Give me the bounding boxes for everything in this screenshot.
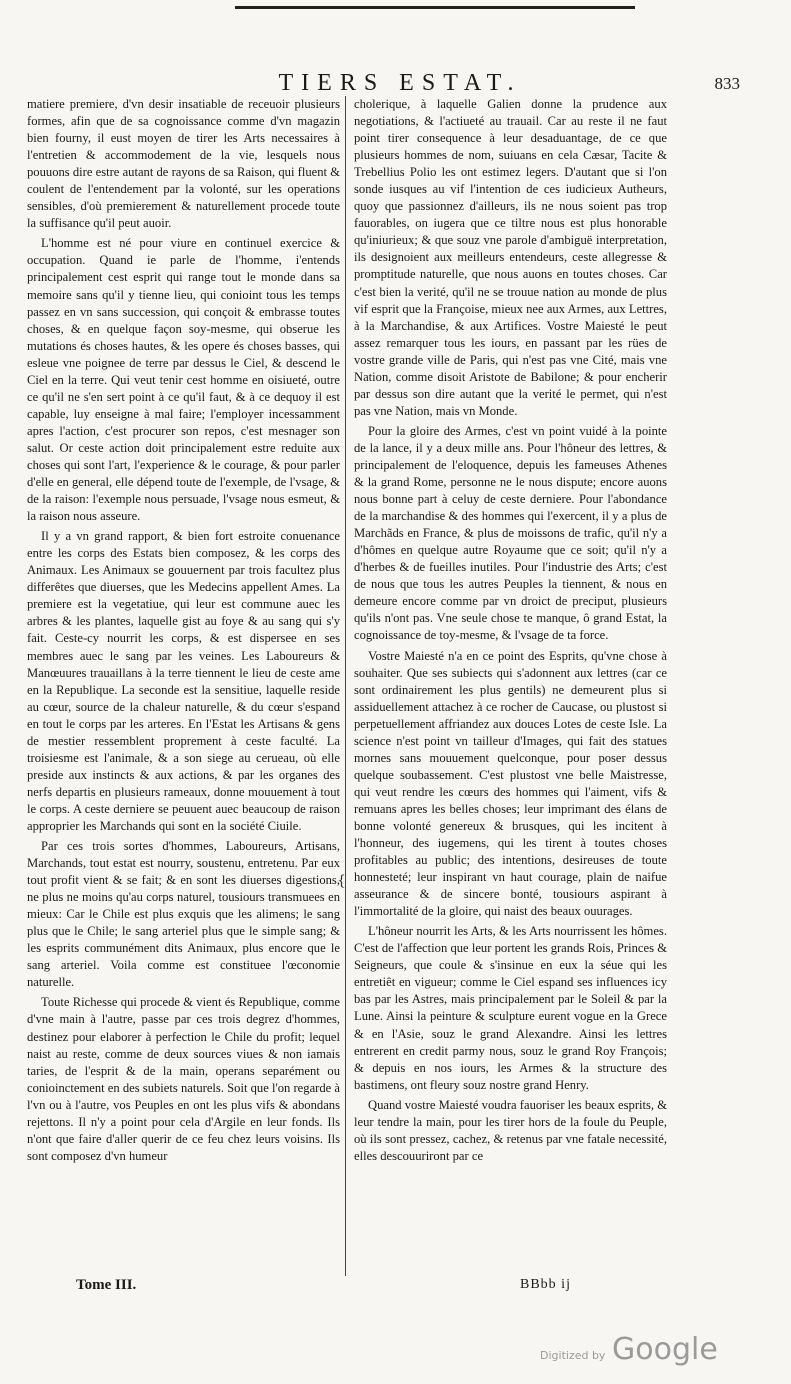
google-logo: Google bbox=[612, 1332, 718, 1367]
page-number: 833 bbox=[714, 74, 740, 93]
top-ornament-rule bbox=[235, 6, 635, 9]
right-paragraph-4: L'hôneur nourrit les Arts, & les Arts nourrissent les hômes. C'est de l'affection que leur portent les grands Rois, Princes & Seigneurs, que coule & s'insinue en eux la séue qui les entretiêt en vigueur; comme le Ciel espand ses influences icy bas par les Astres, mais principalement par le Soleil & par la Lune. Ainsi la peinture & sculpture eurent vogue en la Grece & en l'Asie, souz le grand Alexandre. Ainsi les lettres entrerent en credit parmy nous, souz le grand Roy François; & depuis en nos iours, les Armes & la structure des bastimens, ont fleury souz nostre grand Henry. bbox=[354, 924, 667, 1092]
running-title: TIERS ESTAT. bbox=[278, 70, 522, 96]
volume-label: Tome III. bbox=[76, 1277, 137, 1293]
right-paragraph-5: Quand vostre Maiesté voudra fauoriser les beaux esprits, & leur tendre la main, pour les tirer hors de la foule du Peuple, où ils sont pressez, cachez, & retenus par vne fatale necessité, elles descouuriront par ce bbox=[354, 1097, 668, 1163]
left-paragraph-4: Par ces trois sortes d'hommes, Laboureurs, Artisans, Marchands, tout estat est nourry, soustenu, entretenu. Par eux tout profit vient & se fait; & en sont les diuerses digestions, ne plus ne moins qu'au corps naturel, tousiours transmuees en mieux: Car le Chile est plus exquis que les alimens; le sang plus que le Chile; le sang arteriel plus que le simple sang; & les esprits communément dits Animaux, plus encore que le sang arteriel. Voila comme est constituee l'œconomie naturelle. bbox=[27, 839, 340, 990]
right-column bbox=[354, 96, 667, 1168]
signature-mark: BBbb ij bbox=[520, 1277, 571, 1292]
margin-bracket-mark: { bbox=[337, 873, 346, 889]
right-paragraph-1: cholerique, à laquelle Galien donne la prudence aux negotiations, & l'actiueté au trauail. Car au reste il ne faut point tirer consequence à leur desaduantage, de ce que plusieurs hommes de nom, suiuans en cela Cæsar, Tacite & Trebellius Polio les ont estimez legers. D'autant que si l'on sonde iusques au vif l'intention de ces iudicieux Autheurs, quoy que passionnez d'ailleurs, ils ne nous soient pas trop fauorables, on iugera que ce tiltre nous est plus honorable qu'iniurieux; & que souz vne parole d'ambiguë interpretation, ils designoient aux meilleurs entendeurs, ceste allegresse & promptitude naturelle, que nous auons en toutes choses. Car c'est bien la verité, qu'il ne se trouue nation au monde de plus vif esprit que la Françoise, mieux nee aux Armes, aux Lettres, à la Marchandise, & aux Artifices. Vostre Maiesté le peut assez remarquer tous les iours, en passant par les rües de vostre grande ville de Paris, qui n'est pas vne Cité, mais vne Nation, comme disoit Aristote de Babilone; & pour encherir par dessus son dire autant que la verité le permet, qui n'est pas vne Nation, mais vn Monde. bbox=[354, 97, 667, 418]
left-column bbox=[27, 96, 340, 1168]
left-paragraph-1: matiere premiere, d'vn desir insatiable de receuoir plusieurs formes, afin que de sa cognoissance comme d'vn magazin bien fourny, il eust moyen de tirer les Arts necessaires à l'entretien & accommodement de la vie, lesquels nous pouuons dire estre autant de rayons de sa Raison, qui fluent & coulent de l'entendement par la volonté, sur les operations sensibles, d'où premierement & naturellement procede toute la suffisance qu'il peut auoir. bbox=[27, 97, 340, 231]
left-paragraph-2: L'homme est né pour viure en continuel exercice & occupation. Quand ie parle de l'homme, i'entends principalement cest esprit qui range tout le monde dans sa memoire sans qu'il y tienne lieu, qui conioint tous les temps passez en vn sans succession, qui conçoit & embrasse toutes choses, & en quelque façon soy-mesme, qui obserue les mutations és choses hautes, & les opere és choses basses, qui esleue vne poignee de terre par dessus le Ciel, & descend le Ciel en la terre. Qui veut tenir cest homme en oisiueté, outre ce qu'il ne s'en sert point à ce qu'il faut, & à ce dequoy il est capable, luy enseigne à mal faire; l'employer incessamment apres l'action, c'est procurer son repos, c'est mesnager son salut. Or ceste action doit principalement estre reduite aux choses qui sont l'art, l'experience & le courage, & pour parler d'elle en general, elle dépend toute de l'exemple, de l'vsage, & de la raison: l'exemple nous persuade, l'vsage nous esmeut, & la raison nous asseure. bbox=[27, 236, 340, 524]
watermark-prefix: Digitized by bbox=[540, 1349, 606, 1362]
right-paragraph-2: Pour la gloire des Armes, c'est vn point vuidé à la pointe de la lance, il y a deux mille ans. Pour l'hôneur des lettres, & principalement de l'eloquence, depuis les fameuses Athenes & la grand Rome, personne ne le nous dispute; encore auons nous bonne part à celuy de ceste derniere. Pour l'abondance de la marchandise & des hommes qui l'exercent, il y a plus de Marchãds en France, & plus de moissons de trafic, qu'il n'y a d'hômes en quelque autre Royaume que ce soit; qu'il n'y a d'herbes & de fueilles inutiles. Pour l'industrie des Arts; c'est de nous que tous les autres Peuples la tiennent, & nous en demeure encore comme par vn droict de preciput, plusieurs qu'ils n'ont pas. Vne seule chose te manque, ô grand Estat, la cognoissance de toy-mesme, & l'vsage de ta force. bbox=[354, 423, 667, 643]
column-divider bbox=[345, 96, 346, 1276]
digitized-watermark bbox=[540, 1332, 770, 1372]
left-paragraph-3: Il y a vn grand rapport, & bien fort estroite conuenance entre les corps des Estats bien composez, & les corps des Animaux. Les Animaux se gouuernent par trois facultez plus differêtes que diuerses, que les Medecins appellent Ames. La premiere est la vegetatiue, qui leur est commune auec les arbres & les plantes, laquelle gist au foye & au sang qui s'y fait. Ceste-cy nourrit les corps, & est dispersee en ses membres auec le sang par les veines. Les Laboureurs & Manœuures trauaillans à la terre tiennent le lieu de ceste ame en la Republique. La seconde est la sensitiue, laquelle reside au cœur, source de la chaleur naturelle, & du cœur s'espand en tout le corps par les arteres. En l'Estat les Artisans & gens de mestier ressemblent proprement à ceste faculté. La troisiesme est l'animale, & a son siege au cerueau, où elle preside aux instincts & aux actions, & par les organes des nerfs departis en plusieurs rameaux, donne mouuement à tout le corps. A ceste derniere se peuuent auec beaucoup de raison approprier les Marchands qui sont en la société Ciuile. bbox=[27, 529, 340, 833]
left-paragraph-5: Toute Richesse qui procede & vient és Republique, comme d'vne main à l'autre, passe par ces trois degrez d'hommes, destinez pour elaborer à perfection le Chile du profit; lequel naist au reste, comme de deux sources viues & non iamais taries, de l'esprit & de la main, operans separément ou conioinctement en des subiets naturels. Soit que l'on regarde à l'vn ou à l'autre, vos Peuples en ont les plus vifs & abondans rejettons. Il n'y a point pour cela d'Argile en leur fonds. Ils n'ont que faire d'aller querir de ce feu chez leurs voisins. Ils sont composez d'vn humeur bbox=[27, 995, 340, 1163]
right-paragraph-3: Vostre Maiesté n'a en ce point des Esprits, qu'vne chose à souhaiter. Que ses subiects qui s'adonnent aux lettres (car ce sont ordinairement les plus gentils) ne demeurent plus si assiduellement attachez à ce rocher de Caucase, ou plustost si perpetuellement affriandez aux douces Lotes de ceste Isle. La science n'est point vn tailleur d'Images, qui fait des statues mornes sans mouuement quelconque, pour poser dessus quelque soubassement. C'est plustost vne belle Maistresse, qui veut rendre les cœurs des hommes qui l'aiment, vifs & remuans apres les belles choses; leur imprimant des élans de bonne volonté genereux & brusques, qui les incitent à l'honneur, des iugemens, qui les tirent à toutes choses profitables au public; des intentions, desireuses de toute honnesteté; leur inspirant vn haut courage, plain de naifue asseurance & de sincere bonté, tousiours aspirant à l'immortalité de la gloire, qui naist des beaux ouurages. bbox=[354, 648, 667, 919]
